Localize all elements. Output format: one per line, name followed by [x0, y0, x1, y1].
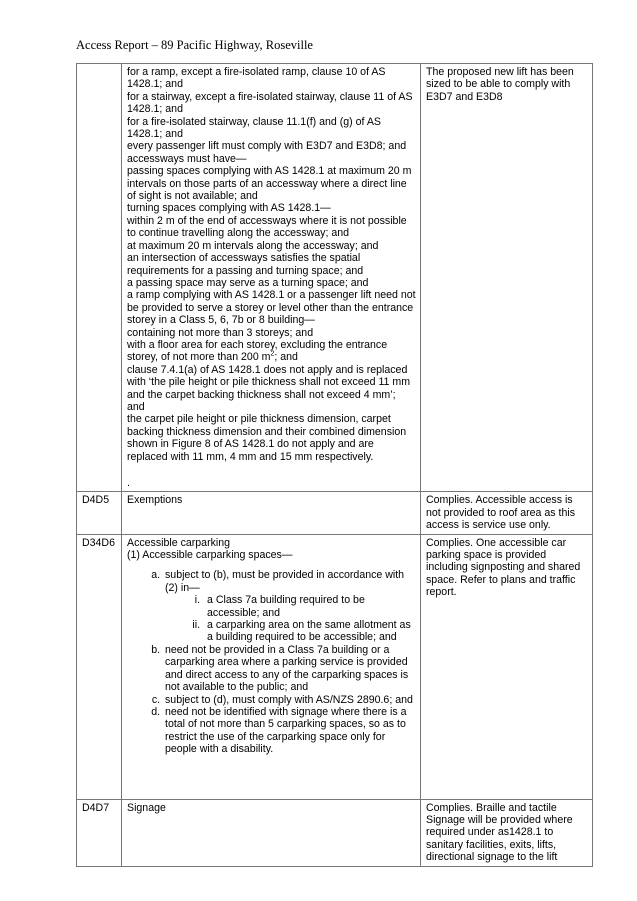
carparking-conditions-list: [127, 569, 416, 755]
requirements-table: [76, 63, 593, 867]
table-row: [77, 492, 593, 534]
clause-line: every passenger lift must comply with E3D7 and E3D8; and: [127, 140, 407, 153]
floor-area-superscript: 2: [270, 350, 275, 358]
table-row: [77, 799, 593, 866]
clause-line: clause 7.4.1(a) of AS 1428.1 does not apply and is replaced with ‘the pile height or pile thickness shall not exceed 11 mm and the carpet backing thickness shall not exceed 4 mm’; and: [127, 363, 411, 413]
clause-line: a ramp complying with AS 1428.1 or a passenger lift need not be provided to serve a storey or level other than the entrance storey in a Class 5, 6, 7b or 8 building—: [127, 289, 416, 327]
trailing-mark: .: [127, 477, 130, 489]
clause-line-floor-area: [127, 339, 416, 364]
floor-area-tail: ; and: [274, 351, 298, 364]
clause-line: at maximum 20 m intervals along the accessway; and: [127, 239, 379, 252]
list-item: i. a Class 7a building required to be accessible; and: [203, 594, 416, 619]
table-row: [77, 534, 593, 799]
clause-line: an intersection of accessways satisfies the spatial requirements for a passing and turning space; and: [127, 252, 364, 277]
clause-title: Accessible carparking: [127, 536, 231, 549]
carparking-subconditions-list: [165, 594, 416, 644]
clause-line: accessways must have—: [127, 152, 247, 165]
clause-line: a passing space may serve as a turning space; and: [127, 276, 369, 289]
clause-line: the carpet pile height or pile thickness dimension, carpet backing thickness dimension and their combined dimension shown in Figure 8 of AS 1428.1 do not apply and are replaced with 11 mm, 4 mm and 15 mm respectively.: [127, 413, 407, 463]
clause-subtitle: (1) Accessible carparking spaces—: [127, 549, 293, 562]
table-row: [77, 64, 593, 492]
page-header: Access Report – 89 Pacific Highway, Roseville: [76, 38, 313, 52]
clause-title: Exemptions: [122, 492, 421, 534]
list-item: ii. a carparking area on the same allotment as a building required to be accessible; and: [203, 619, 416, 644]
clause-line: within 2 m of the end of accessways where it is not possible to continue travelling along the accessway; and: [127, 214, 407, 240]
clause-code: D4D7: [77, 799, 122, 866]
clause-code-cell: [77, 64, 122, 492]
compliance-comment-cell: Complies. One accessible car parking space is provided including signposting and shared space. Refer to plans and traffic report.: [421, 534, 593, 799]
compliance-comment-cell: The proposed new lift has been sized to be able to comply with E3D7 and E3D8: [421, 64, 593, 492]
list-item-text: subject to (b), must be provided in accordance with (2) in—: [165, 569, 405, 594]
list-item: c. subject to (d), must comply with AS/NZS 2890.6; and: [163, 694, 416, 706]
list-item: d. need not be identified with signage where there is a total of not more than 5 carparking spaces, so as to restrict the use of the carparking space only for people with a disability.: [163, 706, 416, 756]
list-item: b. need not be provided in a Class 7a building or a carparking area where a parking service is provided and direct access to any of the carparking spaces is not available to the public; and: [163, 644, 416, 694]
compliance-comment-cell: Complies. Braille and tactile Signage will be provided where required under as1428.1 to sanitary facilities, exits, lifts, directional signage to the lift: [421, 799, 593, 866]
floor-area-text: with a floor area for each storey, excluding the entrance storey, of not more than 200 m: [127, 338, 388, 364]
clause-text-cell: [122, 534, 421, 799]
list-item: [163, 569, 416, 643]
clause-line: for a stairway, except a fire-isolated stairway, clause 11 of AS 1428.1; and: [127, 90, 413, 116]
clause-line: containing not more than 3 storeys; and: [127, 326, 314, 339]
clause-line: passing spaces complying with AS 1428.1 at maximum 20 m intervals on those parts of an accessway where a direct line of sight is not available; and: [127, 165, 412, 203]
clause-title: Signage: [122, 799, 421, 866]
clause-line: for a ramp, except a fire-isolated ramp, clause 10 of AS 1428.1; and: [127, 66, 386, 91]
compliance-comment-cell: Complies. Accessible access is not provided to roof area as this access is service use only.: [421, 492, 593, 534]
clause-line: turning spaces complying with AS 1428.1—: [127, 202, 331, 215]
clause-code: D34D6: [77, 534, 122, 799]
clause-text-cell: [122, 64, 421, 492]
clause-code: D4D5: [77, 492, 122, 534]
clause-line: for a fire-isolated stairway, clause 11.1(f) and (g) of AS 1428.1; and: [127, 115, 381, 141]
